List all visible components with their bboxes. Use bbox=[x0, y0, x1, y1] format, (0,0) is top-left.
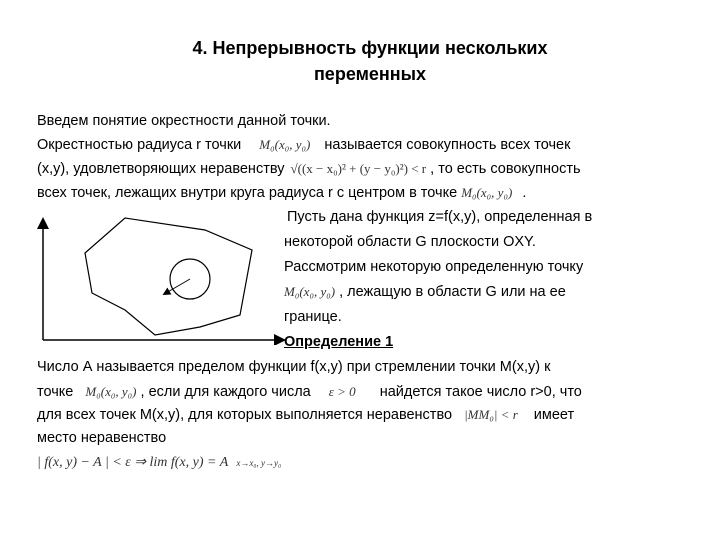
text-fragment: найдется такое число r>0, что bbox=[379, 384, 582, 400]
region-diagram bbox=[30, 215, 290, 345]
formula-m0: M₀(x₀, y₀) bbox=[461, 185, 513, 200]
text-fragment: , если для каждого числа bbox=[140, 384, 311, 400]
text-line-5: Пусть дана функция z=f(x,y), определенная в bbox=[287, 209, 593, 225]
text-fragment: . bbox=[522, 185, 527, 201]
region-g-boundary bbox=[85, 218, 252, 335]
formula-m0: M₀(x₀, y₀) bbox=[85, 384, 137, 399]
text-fragment: точке bbox=[37, 384, 74, 400]
text-line-2 bbox=[37, 136, 570, 154]
slide-title bbox=[100, 35, 640, 87]
title-line-2: переменных bbox=[313, 64, 427, 84]
formula-epsilon: ε > 0 bbox=[328, 384, 356, 399]
text-line-9: границе. bbox=[284, 309, 342, 325]
text-fragment: (x,y), удовлетворяющих неравенству bbox=[37, 161, 285, 177]
text-line-7: Рассмотрим некоторую определенную точку bbox=[284, 259, 584, 275]
text-fragment: Окрестностью радиуса r точки bbox=[37, 137, 242, 153]
text-line-10: Число А называется пределом функции f(x,y) при стремлении точки M(x,y) к bbox=[37, 359, 551, 375]
text-fragment: для всех точек M(x,y), для которых выполняется неравенство bbox=[37, 407, 453, 423]
text-line-4 bbox=[37, 184, 526, 202]
title-line-1: 4. Непрерывность функции нескольких bbox=[192, 38, 548, 58]
formula-m0: M₀(x₀, y₀) bbox=[259, 137, 311, 152]
text-line-12 bbox=[37, 406, 574, 424]
formula-inequality: √((x − x₀)² + (y − y₀)²) < r bbox=[290, 161, 427, 176]
definition-label: Определение 1 bbox=[284, 334, 394, 350]
text-line-8 bbox=[284, 283, 566, 301]
formula-limit-subscript: x→x₀, y→y₀ bbox=[236, 458, 282, 468]
text-line-3 bbox=[37, 160, 581, 178]
text-fragment: всех точек, лежащих внутри круга радиуса r с центром в точке bbox=[37, 185, 458, 201]
text-line-6: некоторой области G плоскости OXY. bbox=[284, 234, 536, 250]
text-line-13: место неравенство bbox=[37, 430, 167, 446]
text-fragment: , то есть совокупность bbox=[430, 161, 581, 177]
text-fragment: называется совокупность всех точек bbox=[324, 137, 571, 153]
formula-distance: |MM₀| < r bbox=[464, 407, 518, 422]
formula-m0: M₀(x₀, y₀) bbox=[284, 284, 336, 299]
text-fragment: , лежащую в области G или на ее bbox=[339, 284, 566, 300]
text-line-11 bbox=[37, 383, 582, 401]
text-fragment: имеет bbox=[533, 407, 575, 423]
formula-limit: | f(x, y) − A | < ε ⇒ lim f(x, y) = A bbox=[37, 455, 229, 470]
limit-formula bbox=[37, 453, 281, 472]
text-line-1: Введем понятие окрестности данной точки. bbox=[37, 113, 331, 129]
